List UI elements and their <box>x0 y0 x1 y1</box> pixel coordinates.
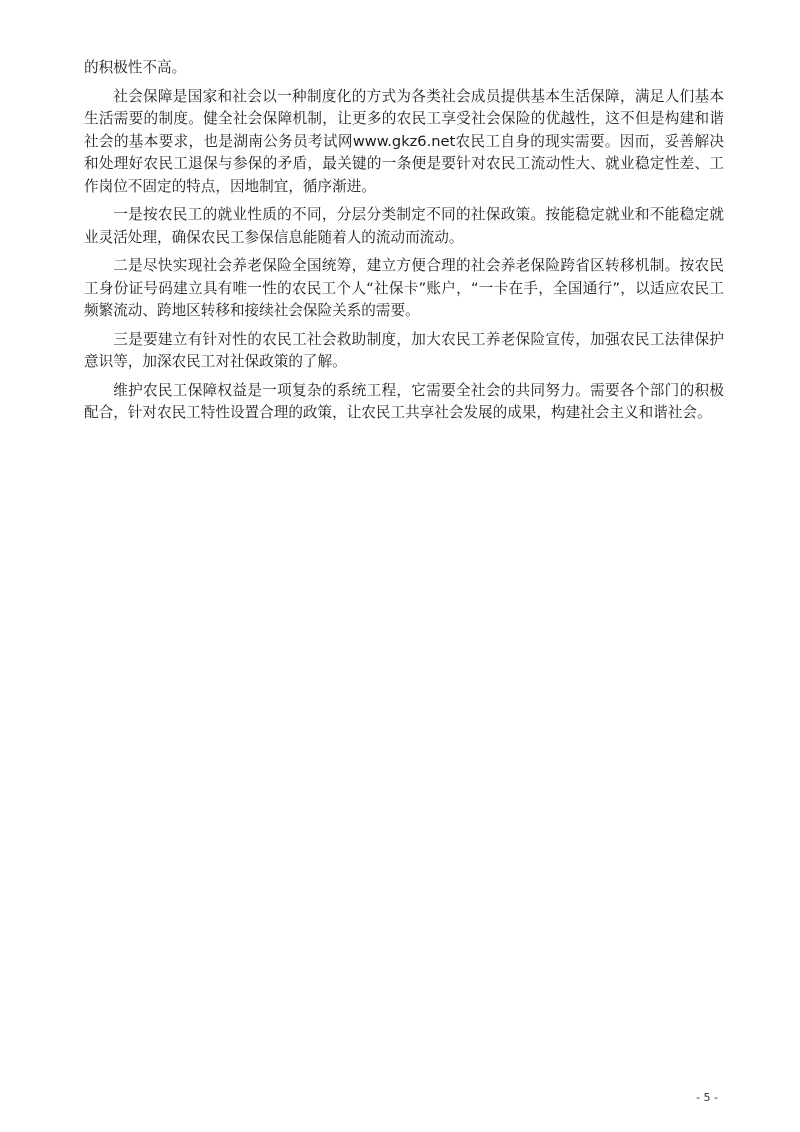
document-body <box>84 57 724 431</box>
paragraph-point-three: 三是要建立有针对性的农民工社会救助制度，加大农民工养老保险宣传，加强农民工法律保护意识等，加深农民工对社保政策的了解。 <box>84 330 724 370</box>
paragraph-point-two: 二是尽快实现社会养老保险全国统筹，建立方便合理的社会养老保险跨省区转移机制。按农民工身份证号码建立具有唯一性的农民工个人“社保卡”账户，“一卡在手，全国通行”，以适应农民工频繁流动、跨地区转移和接续社会保险关系的需要。 <box>84 257 724 319</box>
paragraph-social-security: 社会保障是国家和社会以一种制度化的方式为各类社会成员提供基本生活保障，满足人们基本生活需要的制度。健全社会保障机制，让更多的农民工享受社会保险的优越性，这不但是构建和谐社会的基本要求，也是湖南公务员考试网www.gkz6.net农民工自身的现实需要。因而，妥善解决和处理好农民工退保与参保的矛盾，最关键的一条便是要针对农民工流动性大、就业稳定性差、工作岗位不固定的特点，因地制宜，循序渐进。 <box>84 87 724 195</box>
paragraph-continuation: 的积极性不高。 <box>84 59 187 76</box>
paragraph-point-one: 一是按农民工的就业性质的不同，分层分类制定不同的社保政策。按能稳定就业和不能稳定就业灵活处理，确保农民工参保信息能随着人的流动而流动。 <box>84 206 724 246</box>
page-number: - 5 - <box>696 1091 718 1104</box>
paragraph-conclusion: 维护农民工保障权益是一项复杂的系统工程，它需要全社会的共同努力。需要各个部门的积极配合，针对农民工特性设置合理的政策，让农民工共享社会发展的成果，构建社会主义和谐社会。 <box>84 381 724 421</box>
